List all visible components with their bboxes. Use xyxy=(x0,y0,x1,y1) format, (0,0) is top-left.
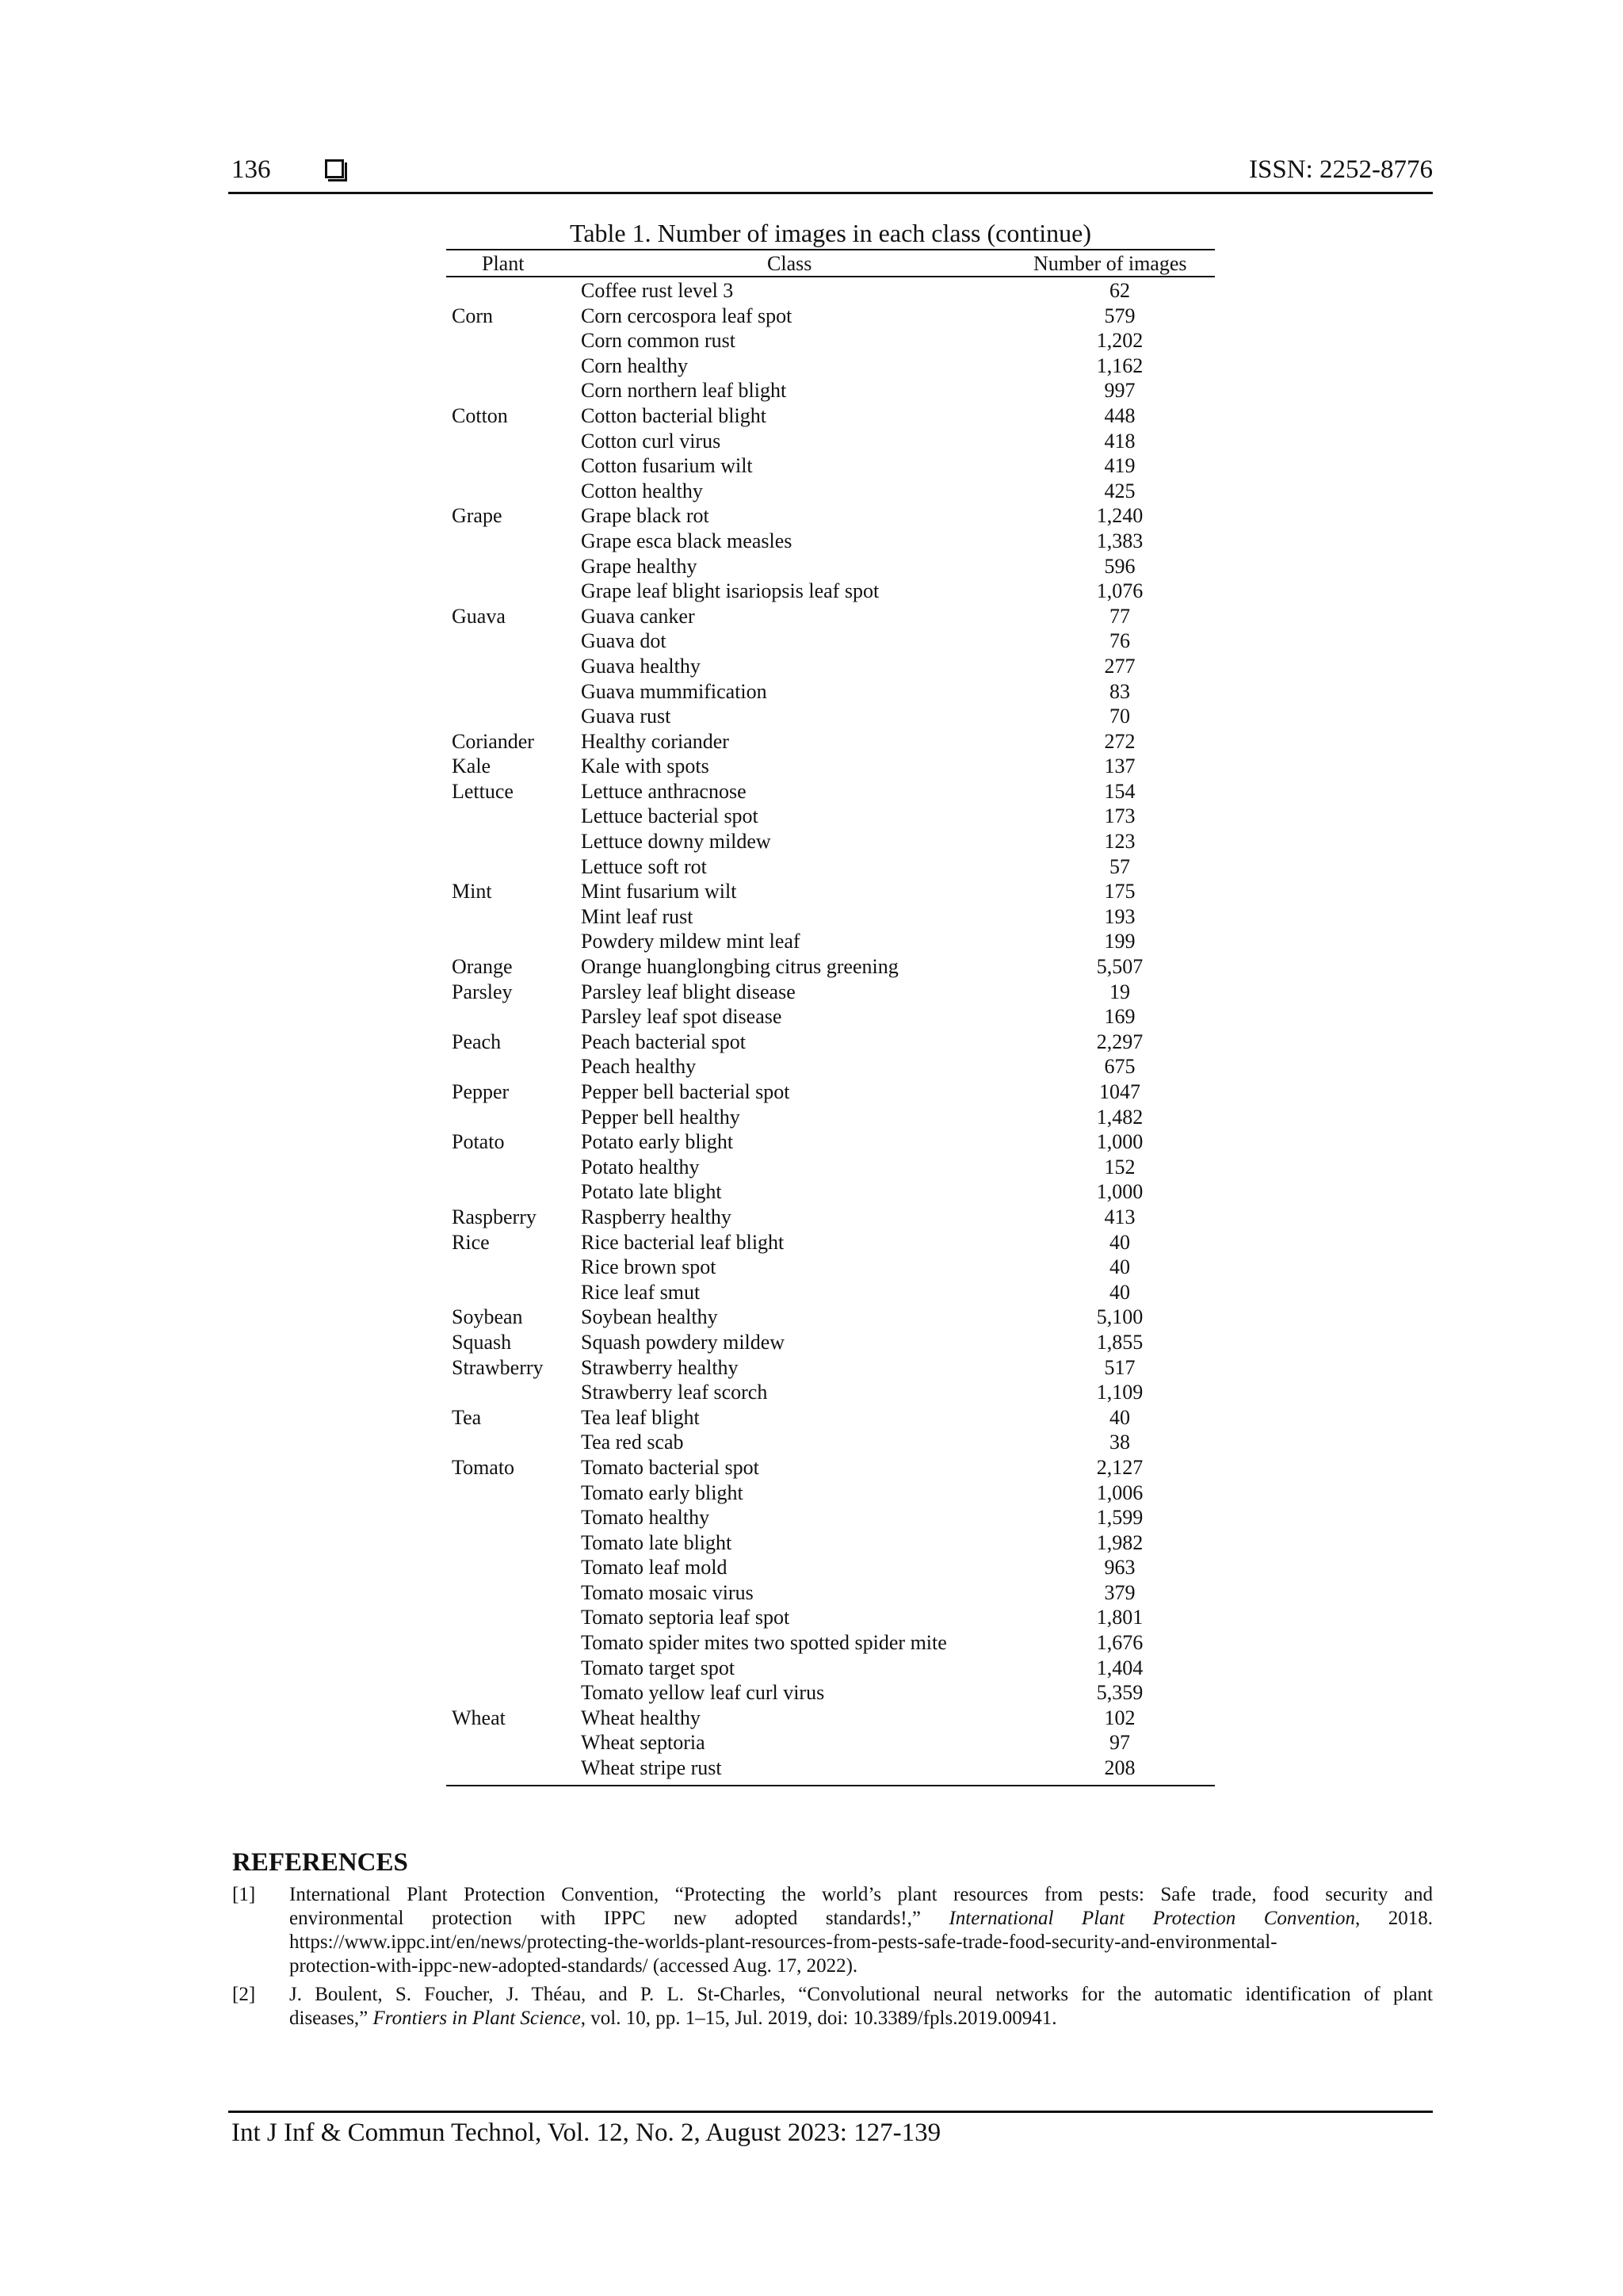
reference-item xyxy=(232,1983,1433,2034)
table-row xyxy=(446,1430,1215,1455)
cell-class: Peach healthy xyxy=(581,1055,697,1079)
cell-plant: Tomato xyxy=(452,1455,515,1479)
cell-count: 1,482 xyxy=(1096,1105,1144,1129)
table-row xyxy=(446,1004,1215,1030)
table-row xyxy=(446,1755,1215,1781)
table-row xyxy=(446,654,1215,679)
table-row xyxy=(446,904,1215,930)
cell-count: 448 xyxy=(1104,403,1136,427)
reference-line xyxy=(289,2007,1433,2030)
table-row xyxy=(446,1605,1215,1630)
cell-class: Pepper bell bacterial spot xyxy=(581,1080,790,1103)
table-row xyxy=(446,453,1215,479)
cell-count: 175 xyxy=(1104,880,1136,904)
cell-class: Corn northern leaf blight xyxy=(581,379,787,403)
cell-class: Cotton healthy xyxy=(581,479,703,502)
cell-count: 38 xyxy=(1109,1431,1130,1454)
table-row xyxy=(446,804,1215,829)
cell-class: Potato early blight xyxy=(581,1130,734,1154)
table-row xyxy=(446,679,1215,705)
table-row xyxy=(446,1530,1215,1556)
table-row xyxy=(446,1129,1215,1155)
reference-venue: International Plant Protection Convention xyxy=(949,1908,1355,1929)
table-row xyxy=(446,1505,1215,1530)
cell-count: 418 xyxy=(1104,429,1136,453)
table-row xyxy=(446,429,1215,454)
cell-count: 169 xyxy=(1104,1005,1136,1029)
cell-class: Orange huanglongbing citrus greening xyxy=(581,955,899,979)
table-row xyxy=(446,1706,1215,1731)
table-row xyxy=(446,579,1215,604)
cell-plant: Wheat xyxy=(452,1706,506,1729)
cell-count: 1,383 xyxy=(1096,529,1144,552)
cell-class: Mint fusarium wilt xyxy=(581,880,737,904)
reference-number: [1] xyxy=(232,1884,256,1905)
cell-count: 2,127 xyxy=(1096,1455,1144,1479)
cell-plant: Guava xyxy=(452,604,506,628)
cell-class: Tea leaf blight xyxy=(581,1405,700,1429)
table-top-rule xyxy=(446,249,1215,250)
reference-line-prefix: diseases,” xyxy=(289,2008,373,2029)
cell-class: Tomato mosaic virus xyxy=(581,1580,754,1604)
cell-class: Guava rust xyxy=(581,705,671,728)
table-row xyxy=(446,628,1215,654)
cell-count: 40 xyxy=(1109,1405,1130,1429)
cell-class: Powdery mildew mint leaf xyxy=(581,930,800,953)
cell-plant: Strawberry xyxy=(452,1355,544,1379)
table-row xyxy=(446,529,1215,554)
cell-class: Tomato septoria leaf spot xyxy=(581,1606,790,1629)
table-row xyxy=(446,1030,1215,1055)
cell-class: Tomato yellow leaf curl virus xyxy=(581,1681,825,1705)
cell-count: 1,162 xyxy=(1096,353,1144,377)
cell-class: Rice leaf smut xyxy=(581,1280,701,1304)
cell-count: 152 xyxy=(1104,1155,1136,1179)
cell-class: Tomato spider mites two spotted spider mite xyxy=(581,1631,947,1655)
cell-class: Guava mummification xyxy=(581,679,767,703)
page-number: 136 xyxy=(231,155,271,184)
table-row xyxy=(446,403,1215,429)
cell-count: 1,982 xyxy=(1096,1530,1144,1554)
reference-url-line[interactable]: protection-with-ippc-new-adopted-standards/ (accessed Aug. 17, 2022). xyxy=(289,1955,858,1977)
cell-class: Cotton bacterial blight xyxy=(581,403,766,427)
table-row xyxy=(446,854,1215,880)
table-row xyxy=(446,1555,1215,1580)
cell-class: Cotton curl virus xyxy=(581,429,721,453)
cell-count: 70 xyxy=(1109,705,1130,728)
cell-class: Coffee rust level 3 xyxy=(581,279,734,302)
cell-plant: Soybean xyxy=(452,1305,523,1329)
table-row xyxy=(446,1280,1215,1305)
table-row xyxy=(446,1205,1215,1230)
cell-class: Kale with spots xyxy=(581,755,709,778)
cell-class: Strawberry healthy xyxy=(581,1355,739,1379)
cell-count: 5,359 xyxy=(1096,1681,1144,1705)
cell-plant: Kale xyxy=(452,755,491,778)
cell-class: Tomato leaf mold xyxy=(581,1556,727,1580)
cell-class: Grape esca black measles xyxy=(581,529,792,552)
cell-plant: Grape xyxy=(452,504,502,528)
reference-line-suffix: , 2018. xyxy=(1354,1908,1433,1929)
table-row xyxy=(446,980,1215,1005)
cell-count: 19 xyxy=(1109,980,1130,1003)
cell-count: 76 xyxy=(1109,629,1130,653)
table-row xyxy=(446,1656,1215,1681)
cell-class: Strawberry leaf scorch xyxy=(581,1381,768,1404)
cell-count: 1047 xyxy=(1099,1080,1140,1103)
cell-class: Lettuce bacterial spot xyxy=(581,804,758,828)
cell-class: Wheat septoria xyxy=(581,1731,705,1755)
column-header-class: Class xyxy=(767,252,812,275)
cell-class: Rice brown spot xyxy=(581,1255,716,1279)
cell-count: 379 xyxy=(1104,1580,1136,1604)
cell-plant: Raspberry xyxy=(452,1205,537,1228)
cell-class: Corn common rust xyxy=(581,329,735,353)
cell-count: 199 xyxy=(1104,930,1136,953)
table-row xyxy=(446,1380,1215,1405)
table-row xyxy=(446,879,1215,904)
table-row xyxy=(446,754,1215,779)
cell-count: 1,404 xyxy=(1096,1656,1144,1679)
reference-item xyxy=(232,1883,1433,1981)
cell-count: 1,202 xyxy=(1096,329,1144,353)
cell-class: Lettuce downy mildew xyxy=(581,830,771,854)
table-row xyxy=(446,779,1215,804)
cell-count: 425 xyxy=(1104,479,1136,502)
cell-class: Mint leaf rust xyxy=(581,904,693,928)
table-row xyxy=(446,729,1215,755)
table-row xyxy=(446,1330,1215,1355)
cell-count: 675 xyxy=(1104,1055,1136,1079)
table-row xyxy=(446,704,1215,729)
issn-label: ISSN: 2252-8776 xyxy=(1249,155,1433,184)
cell-class: Parsley leaf spot disease xyxy=(581,1005,782,1029)
table-caption: Table 1. Number of images in each class (continue) xyxy=(570,219,1091,247)
cell-class: Wheat healthy xyxy=(581,1706,701,1729)
cell-class: Grape leaf blight isariopsis leaf spot xyxy=(581,579,880,603)
table-row xyxy=(446,1630,1215,1656)
cell-class: Guava healthy xyxy=(581,654,701,678)
table-row xyxy=(446,554,1215,579)
cell-count: 1,240 xyxy=(1096,504,1144,528)
cell-class: Grape healthy xyxy=(581,554,697,578)
table-row xyxy=(446,954,1215,980)
table-row xyxy=(446,278,1215,304)
cell-count: 123 xyxy=(1104,830,1136,854)
cell-count: 1,109 xyxy=(1096,1381,1144,1404)
cell-count: 5,100 xyxy=(1096,1305,1144,1329)
table-body xyxy=(446,278,1215,1781)
cell-count: 1,855 xyxy=(1096,1330,1144,1354)
cell-count: 97 xyxy=(1109,1731,1130,1755)
cell-class: Tomato bacterial spot xyxy=(581,1455,759,1479)
table-row xyxy=(446,479,1215,504)
table-row xyxy=(446,1179,1215,1205)
cell-count: 1,599 xyxy=(1096,1506,1144,1530)
cell-class: Rice bacterial leaf blight xyxy=(581,1230,785,1254)
table-row xyxy=(446,1730,1215,1755)
column-header-plant: Plant xyxy=(482,252,525,275)
reference-line-suffix: , vol. 10, pp. 1–15, Jul. 2019, doi: 10.3389/fpls.2019.00941. xyxy=(580,2008,1057,2029)
cell-class: Lettuce anthracnose xyxy=(581,779,747,803)
cell-plant: Tea xyxy=(452,1405,482,1429)
cell-count: 277 xyxy=(1104,654,1136,678)
cell-plant: Corn xyxy=(452,304,493,327)
cell-count: 154 xyxy=(1104,779,1136,803)
reference-line: International Plant Protection Convention, “Protecting the world’s plant resources from pests: Safe trade, food security and xyxy=(289,1884,1433,1905)
cell-plant: Orange xyxy=(452,955,513,979)
cell-class: Potato healthy xyxy=(581,1155,700,1179)
cell-count: 57 xyxy=(1109,854,1130,878)
table-row xyxy=(446,1255,1215,1280)
table-row xyxy=(446,829,1215,854)
table-header-rule xyxy=(446,276,1215,277)
table-row xyxy=(446,1680,1215,1706)
cell-plant: Rice xyxy=(452,1230,490,1254)
cell-count: 77 xyxy=(1109,604,1130,628)
cell-count: 193 xyxy=(1104,904,1136,928)
table-row xyxy=(446,304,1215,329)
cell-class: Grape black rot xyxy=(581,504,709,528)
table-row xyxy=(446,1480,1215,1506)
footer-citation: Int J Inf & Commun Technol, Vol. 12, No. 2, August 2023: 127-139 xyxy=(231,2118,941,2147)
cell-plant: Lettuce xyxy=(452,779,514,803)
cell-class: Pepper bell healthy xyxy=(581,1105,740,1129)
reference-line xyxy=(289,1907,1433,1931)
cell-class: Guava canker xyxy=(581,604,695,628)
cell-plant: Squash xyxy=(452,1330,512,1354)
table-row xyxy=(446,1355,1215,1381)
cell-plant: Peach xyxy=(452,1030,502,1053)
cell-plant: Pepper xyxy=(452,1080,510,1103)
table-row xyxy=(446,1305,1215,1330)
cell-count: 1,076 xyxy=(1096,579,1144,603)
cell-class: Parsley leaf blight disease xyxy=(581,980,796,1003)
table-row xyxy=(446,503,1215,529)
header-rule xyxy=(228,192,1433,194)
cell-count: 102 xyxy=(1104,1706,1136,1729)
cell-count: 2,297 xyxy=(1096,1030,1144,1053)
table-row xyxy=(446,1230,1215,1255)
cell-count: 1,676 xyxy=(1096,1631,1144,1655)
checkbox-square-icon xyxy=(325,159,344,178)
cell-plant: Cotton xyxy=(452,403,508,427)
reference-url-line[interactable]: https://www.ippc.int/en/news/protecting-the-worlds-plant-resources-from-pests-safe-trade-food-security-and-environmental- xyxy=(289,1931,1277,1953)
table-row xyxy=(446,378,1215,403)
table-row xyxy=(446,1455,1215,1480)
cell-class: Potato late blight xyxy=(581,1180,722,1204)
cell-plant: Coriander xyxy=(452,729,534,753)
table-bottom-rule xyxy=(446,1785,1215,1786)
cell-count: 83 xyxy=(1109,679,1130,703)
table-row xyxy=(446,1079,1215,1105)
cell-count: 579 xyxy=(1104,304,1136,327)
cell-class: Corn healthy xyxy=(581,353,689,377)
reference-venue: Frontiers in Plant Science xyxy=(372,2008,581,2029)
cell-class: Corn cercospora leaf spot xyxy=(581,304,792,327)
cell-class: Tomato early blight xyxy=(581,1480,743,1504)
table-row xyxy=(446,1580,1215,1606)
cell-count: 40 xyxy=(1109,1230,1130,1254)
cell-count: 1,000 xyxy=(1096,1180,1144,1204)
cell-class: Tomato late blight xyxy=(581,1530,732,1554)
table-row xyxy=(446,1155,1215,1180)
cell-count: 40 xyxy=(1109,1280,1130,1304)
cell-class: Healthy coriander xyxy=(581,729,729,753)
cell-plant: Potato xyxy=(452,1130,505,1154)
table-row xyxy=(446,1405,1215,1431)
cell-class: Peach bacterial spot xyxy=(581,1030,746,1053)
cell-plant: Mint xyxy=(452,880,492,904)
footer-rule xyxy=(228,2111,1433,2113)
cell-count: 208 xyxy=(1104,1756,1136,1780)
reference-line-prefix: environmental protection with IPPC new adopted standards!,” xyxy=(289,1908,949,1929)
cell-class: Tea red scab xyxy=(581,1431,684,1454)
cell-count: 963 xyxy=(1104,1556,1136,1580)
cell-count: 997 xyxy=(1104,379,1136,403)
cell-class: Tomato healthy xyxy=(581,1506,710,1530)
references-heading: REFERENCES xyxy=(232,1848,408,1877)
table-row xyxy=(446,328,1215,353)
cell-class: Raspberry healthy xyxy=(581,1205,731,1228)
cell-count: 62 xyxy=(1109,279,1130,302)
column-header-count: Number of images xyxy=(1033,252,1187,275)
cell-count: 137 xyxy=(1104,755,1136,778)
cell-class: Guava dot xyxy=(581,629,666,653)
table-row xyxy=(446,353,1215,379)
cell-plant: Parsley xyxy=(452,980,513,1003)
table-row xyxy=(446,1105,1215,1130)
cell-count: 173 xyxy=(1104,804,1136,828)
cell-count: 413 xyxy=(1104,1205,1136,1228)
cell-class: Soybean healthy xyxy=(581,1305,718,1329)
cell-count: 596 xyxy=(1104,554,1136,578)
cell-count: 1,006 xyxy=(1096,1480,1144,1504)
cell-class: Squash powdery mildew xyxy=(581,1330,785,1354)
cell-count: 419 xyxy=(1104,454,1136,478)
cell-class: Tomato target spot xyxy=(581,1656,735,1679)
cell-count: 40 xyxy=(1109,1255,1130,1279)
table-row xyxy=(446,604,1215,629)
reference-number: [2] xyxy=(232,1984,256,2005)
reference-line: J. Boulent, S. Foucher, J. Théau, and P. L. St-Charles, “Convolutional neural networks for the automatic identification of plant xyxy=(289,1984,1433,2005)
cell-count: 5,507 xyxy=(1096,955,1144,979)
table-row xyxy=(446,1054,1215,1079)
cell-class: Lettuce soft rot xyxy=(581,854,707,878)
table-row xyxy=(446,929,1215,954)
cell-count: 272 xyxy=(1104,729,1136,753)
cell-class: Cotton fusarium wilt xyxy=(581,454,753,478)
cell-count: 1,801 xyxy=(1096,1606,1144,1629)
cell-count: 517 xyxy=(1104,1355,1136,1379)
cell-count: 1,000 xyxy=(1096,1130,1144,1154)
cell-class: Wheat stripe rust xyxy=(581,1756,722,1780)
